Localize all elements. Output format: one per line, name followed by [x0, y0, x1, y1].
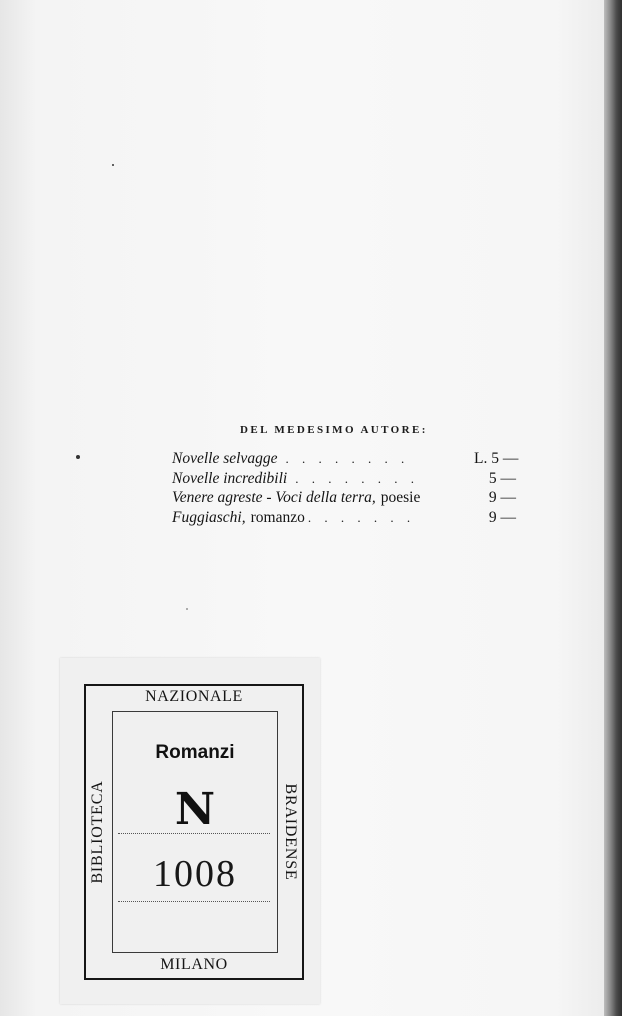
work-genre: romanzo — [250, 508, 305, 526]
stamp-shelf-number: 1008 — [153, 853, 237, 895]
paper-speck — [76, 455, 80, 459]
work-leader: . . . . . . . . — [295, 470, 419, 486]
stamp-shelf-letter: N — [174, 784, 216, 835]
stamp-dotted-rule — [118, 901, 270, 902]
list-item — [172, 470, 516, 490]
list-item — [172, 489, 516, 509]
works-heading: DEL MEDESIMO AUTORE: — [240, 424, 428, 436]
stamp-top-text: NAZIONALE — [145, 688, 243, 705]
work-title: Fuggiaschi, — [172, 508, 246, 526]
list-item — [172, 450, 519, 470]
list-item — [172, 509, 516, 529]
paper-speck — [186, 608, 188, 610]
work-price: 9 — — [488, 508, 516, 526]
stamp-right-text: BRAIDENSE — [282, 783, 299, 881]
paper-speck — [112, 164, 114, 166]
stamp-category: Romanzi — [155, 742, 235, 763]
stamp-dotted-rule — [118, 833, 270, 834]
stamp-left-text: BIBLIOTECA — [89, 780, 106, 884]
works-list — [172, 450, 519, 528]
work-title: Novelle selvagge — [172, 450, 278, 467]
work-leader: . . . . . . . — [307, 509, 416, 525]
stamp-bottom-text: MILANO — [160, 956, 228, 973]
work-leader: . . . . . . . . — [285, 451, 410, 466]
work-price: 9 — — [488, 489, 516, 506]
page-binding-edge — [604, 0, 622, 1016]
work-title: Novelle incredibili — [172, 469, 288, 487]
work-genre: poesie — [380, 489, 421, 506]
work-price: L. 5 — — [474, 450, 519, 467]
work-price: 5 — — [488, 469, 516, 487]
work-title: Venere agreste - Voci della terra, — [172, 489, 376, 506]
